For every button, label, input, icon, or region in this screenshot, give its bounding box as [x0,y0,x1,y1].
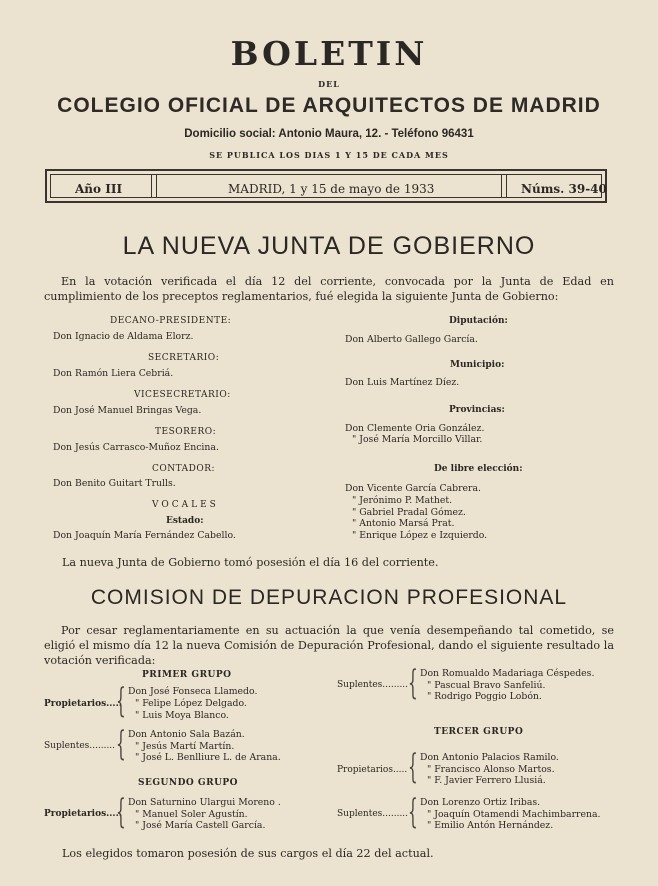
domicilio-line: Domicilio social: Antonio Maura, 12. - Teléfono 96431 [184,128,474,140]
group2-title: SEGUNDO GRUPO [138,778,239,788]
g3-sup-2: " Joaquín Otamendi Machimbarrena. [427,809,601,820]
g1-sup-3: " José L. Benlliure L. de Arana. [135,752,281,763]
g3-prop-2: " Francisco Alonso Martos. [427,764,555,775]
g2-prop-3: " José María Castell García. [135,820,266,831]
comision-intro: Por cesar reglamentariamente en su actuación la que venía desempeñando tal cometido, se eligió el mismo día 12 la nueva Comisión de Depuración Profesional, dando el siguiente resultado la votación verificada: [44,624,614,667]
estado-label: Estado: [166,516,204,526]
g1-prop-3: " Luis Moya Blanco. [135,710,229,721]
name-secretario: Don Ramón Liera Cebriá. [53,368,174,379]
brace-icon: { [116,681,126,721]
g1-sup-1: Don Antonio Sala Bazán. [128,729,245,740]
brace-icon: { [408,663,418,703]
role-secretario: SECRETARIO: [148,353,220,363]
g2-prop-2: " Manuel Soler Agustín. [135,809,248,820]
brace-icon: { [116,792,126,832]
group1-title: PRIMER GRUPO [142,670,232,680]
role-vicesecretario: VICESECRETARIO: [134,390,231,400]
brace-icon: { [116,724,126,764]
g3-prop-3: " F. Javier Ferrero Llusiá. [427,775,546,786]
name-diputacion: Don Alberto Gallego García. [345,334,478,345]
brace-icon: { [408,747,418,787]
group1-sup-label: Suplentes......... [44,741,116,751]
name-libre-5: " Enrique López e Izquierdo. [352,530,488,541]
name-municipio: Don Luis Martínez Díez. [345,377,460,388]
libre-eleccion-label: De libre elección: [434,464,523,474]
r-sup-2: " Pascual Bravo Sanfeliú. [427,680,546,691]
municipio-label: Municipio: [450,360,505,370]
group3-prop-label: Propietarios..... [337,765,408,775]
name-tesorero: Don Jesús Carrasco-Muñoz Encina. [53,442,219,453]
r-sup-1: Don Romualdo Madariaga Céspedes. [420,668,595,679]
comision-closing: Los elegidos tomaron posesión de sus cargos el día 22 del actual. [62,847,434,860]
brace-icon: { [408,792,418,832]
diputacion-label: Diputación: [449,316,508,326]
name-provincias-2: " José María Morcillo Villar. [352,434,483,445]
name-estado: Don Joaquín María Fernández Cabello. [53,530,236,541]
name-provincias-1: Don Clemente Oria González. [345,423,485,434]
junta-closing: La nueva Junta de Gobierno tomó posesión el día 16 del corriente. [62,556,439,569]
masthead-subtitle: COLEGIO OFICIAL DE ARQUITECTOS DE MADRID [57,94,601,117]
role-decano: DECANO-PRESIDENTE: [110,316,232,326]
issue-date: MADRID, 1 y 15 de mayo de 1933 [228,182,435,196]
g1-prop-2: " Felipe López Delgado. [135,698,247,709]
issue-numbers: Núms. 39-40 [521,182,607,196]
g1-prop-1: Don José Fonseca Llamedo. [128,686,258,697]
name-libre-4: " Antonio Marsá Prat. [352,518,455,529]
vocales-label: VOCALES [152,500,219,510]
g3-sup-3: " Emilio Antón Hernández. [427,820,554,831]
junta-intro: En la votación verificada el día 12 del corriente, convocada por la Junta de Edad en cumplimiento de los preceptos reglamentarios, fué elegida la siguiente Junta de Gobierno: [44,275,614,303]
masthead-del: DEL [318,79,340,89]
comision-heading: COMISION DE DEPURACION PROFESIONAL [90,586,568,609]
issue-year: Año III [75,182,123,196]
masthead-title: BOLETIN [230,34,428,73]
name-libre-1: Don Vicente García Cabrera. [345,483,481,494]
name-libre-2: " Jerónimo P. Mathet. [352,495,453,506]
group2-sup-label: Suplentes......... [337,680,409,690]
name-contador: Don Benito Guitart Trulls. [53,478,176,489]
name-vicesecretario: Don José Manuel Bringas Vega. [53,405,202,416]
g3-sup-1: Don Lorenzo Ortiz Iribas. [420,797,541,808]
group3-title: TERCER GRUPO [434,727,524,737]
name-libre-3: " Gabriel Pradal Gómez. [352,507,466,518]
group2-prop-label: Propietarios..... [44,809,122,819]
role-contador: CONTADOR: [152,464,216,474]
g3-prop-1: Don Antonio Palacios Ramilo. [420,752,559,763]
name-decano: Don Ignacio de Aldama Elorz. [53,331,194,342]
group1-prop-label: Propietarios..... [44,699,122,709]
group3-sup-label: Suplentes......... [337,809,409,819]
issue-info-bar [45,169,607,203]
g1-sup-2: " Jesús Martí Martín. [135,741,235,752]
r-sup-3: " Rodrigo Poggio Lobón. [427,691,542,702]
provincias-label: Provincias: [449,405,505,415]
junta-heading: LA NUEVA JUNTA DE GOBIERNO [122,232,536,260]
g2-prop-1: Don Saturnino Ulargui Moreno . [128,797,281,808]
publication-schedule: SE PUBLICA LOS DIAS 1 Y 15 DE CADA MES [209,150,449,160]
role-tesorero: TESORERO: [155,427,217,437]
